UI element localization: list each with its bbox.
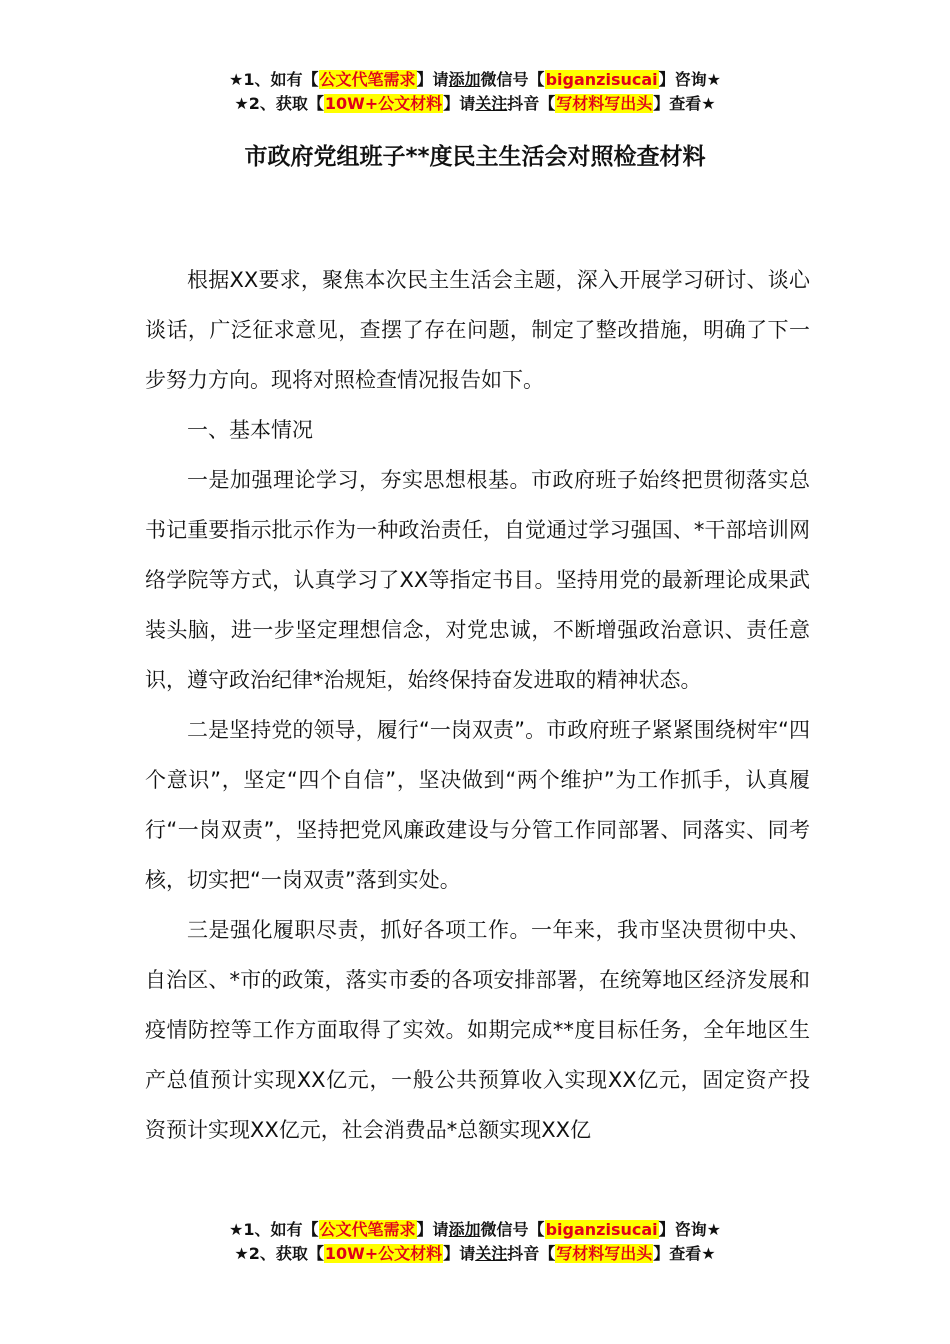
paragraph-duty-performance: 三是强化履职尽责，抓好各项工作。一年来，我市坚决贯彻中央、自治区、*市的政策，落实市委的各项安排部署，在统筹地区经济发展和疫情防控等工作方面取得了实效。如期完成**度目标任务，全年地区生产总值预计实现XX亿元，一般公共预算收入实现XX亿元，固定资产投资预计实现XX亿元，社会消费品*总额实现XX亿 [145,918,810,1142]
banner-text: 】请 [416,70,449,89]
banner-line-2 [0,1242,950,1266]
banner-text: 】请 [416,1220,449,1239]
document-title: 市政府党组班子**度民主生活会对照检查材料 [244,144,706,170]
header-banner [0,68,950,116]
banner-text: 微信号【 [480,70,545,89]
banner-highlight: biganzisucai [545,70,658,89]
banner-text: 】请 [443,1244,476,1263]
document-body [145,255,810,1155]
banner-underlined-text: 关注 [475,1244,508,1263]
paragraph-party-leadership: 二是坚持党的领导，履行“一岗双责”。市政府班子紧紧围绕树牢“四个意识”，坚定“四个自信”，坚决做到“两个维护”为工作抓手，认真履行“一岗双责”，坚持把党风廉政建设与分管工作同部署、同落实、同考核，切实把“一岗双责”落到实处。 [145,718,810,892]
banner-highlight: 公文代笔需求 [319,1220,416,1239]
paragraph-intro: 根据XX要求，聚焦本次民主生活会主题，深入开展学习研讨、谈心谈话，广泛征求意见，查摆了存在问题，制定了整改措施，明确了下一步努力方向。现将对照检查情况报告如下。 [145,268,810,392]
banner-text: 微信号【 [480,1220,545,1239]
banner-line-2 [0,92,950,116]
section-heading: 一、基本情况 [187,418,313,442]
banner-text: ★1、如有【 [229,70,319,89]
banner-text: 】查看★ [653,94,716,113]
banner-line-1 [0,1218,950,1242]
banner-text: 抖音【 [507,1244,556,1263]
banner-text: 】查看★ [653,1244,716,1263]
banner-highlight: 10W+公文材料 [324,94,443,113]
banner-highlight: 10W+公文材料 [324,1244,443,1263]
banner-highlight: biganzisucai [545,1220,658,1239]
banner-text: ★2、获取【 [234,94,324,113]
banner-highlight: 写材料写出头 [556,94,653,113]
banner-underlined-text: 关注 [475,94,508,113]
banner-highlight: 写材料写出头 [556,1244,653,1263]
banner-text: 】咨询★ [658,70,721,89]
banner-text: 】请 [443,94,476,113]
banner-line-1 [0,68,950,92]
footer-banner [0,1218,950,1266]
banner-underlined-text: 添加 [448,70,481,89]
banner-underlined-text: 添加 [448,1220,481,1239]
banner-text: ★2、获取【 [234,1244,324,1263]
banner-text: ★1、如有【 [229,1220,319,1239]
banner-text: 】咨询★ [658,1220,721,1239]
paragraph-theory-study: 一是加强理论学习，夯实思想根基。市政府班子始终把贯彻落实总书记重要指示批示作为一种政治责任，自觉通过学习强国、*干部培训网络学院等方式，认真学习了XX等指定书目。坚持用党的最新理论成果武装头脑，进一步坚定理想信念，对党忠诚，不断增强政治意识、责任意识，遵守政治纪律*治规矩，始终保持奋发进取的精神状态。 [145,468,810,692]
banner-text: 抖音【 [507,94,556,113]
banner-highlight: 公文代笔需求 [319,70,416,89]
